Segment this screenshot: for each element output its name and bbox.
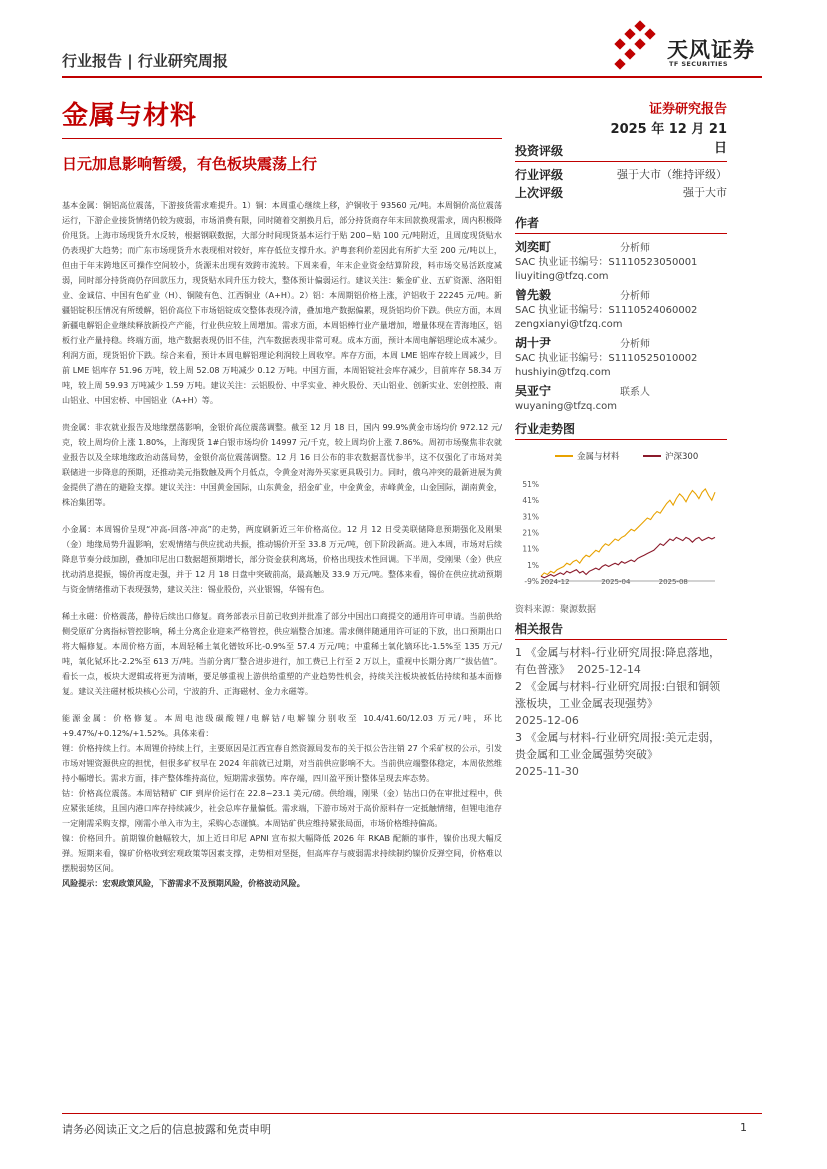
prev-rating-label: 上次评级: [515, 186, 564, 200]
report-date: 2025 年 12 月 21 日: [610, 122, 727, 156]
page-number: 1: [740, 1121, 747, 1134]
header-divider: [62, 76, 762, 78]
x-tick-label: 2025-08: [658, 578, 688, 586]
logo-text-en: TF SECURITIES: [669, 60, 728, 68]
related-report-item[interactable]: 1 《金属与材料-行业研究周报:降息落地，有色普涨》 2025-12-14: [515, 646, 721, 676]
y-tick-label: 11%: [522, 544, 539, 554]
authors-section: [515, 214, 727, 418]
footer-disclaimer: 请务必阅读正文之后的信息披露和免责申明: [62, 1123, 271, 1136]
industry-rating-value: 强于大市（维持评级）: [617, 168, 727, 181]
title-divider: [62, 138, 502, 139]
related-report-item[interactable]: 2 《金属与材料-行业研究周报:白银和铜领涨板块，工业金属表现强势》 2025-12-06: [515, 680, 721, 727]
paragraph-lithium: 锂：价格持续上行。本周锂价持续上行，主要原因是江西宜春自然资源局发布的关于拟公告注销 27 个采矿权的公示，引发市场对锂资源供应的担忧，但很多矿权早在 2024 年前就已过期，对当前供应影响不大。当前供应端整体稳定，本周依然维持小幅增长。需求方面，排产整体维持高位，短期需求强势。库存端，四川盈平预计整体呈现去库态势。: [62, 743, 502, 783]
related-heading: 相关报告: [515, 620, 727, 640]
footer-divider: [62, 1113, 762, 1114]
y-tick-label: 1%: [527, 560, 539, 570]
y-tick-label: 51%: [522, 480, 539, 490]
author-email[interactable]: zengxianyi@tfzq.com: [515, 319, 623, 330]
legend-label-metals: 金属与材料: [577, 452, 620, 462]
industry-rating-label: 行业评级: [515, 168, 564, 182]
sector-title: 金属与材料: [62, 101, 198, 131]
report-category: 行业报告 | 行业研究周报: [62, 52, 228, 70]
author-item: 曾先毅 分析师 SAC 执业证书编号：S1110524060002 zengxianyi@tfzq.com: [515, 288, 727, 332]
tf-logo-icon: [612, 20, 666, 74]
paragraph-energy-metals: 能源金属：价格修复。本周电池级碳酸锂/电解钴/电解镍分别收至 10.4/41.60/12.03 万元/吨，环比+9.47%/+0.12%/+1.52%。具体来看：: [62, 713, 502, 738]
paragraph-precious-metals: 贵金属：非农就业报告及地缘摆荡影响，金银价高位震荡调整。截至 12 月 18 日，国内 99.9%黄金市场均价 972.12 元/克，较上周均价上涨 1.80%，上海现货 1#白银市场均价 14997 元/千克，较上周均价上涨 7.86%。周初市场聚焦非农就业报告以及全球地缘政治动荡局势，金银价高位震荡调整。12 月 16 日公布的非农数据喜忧参半，这不仅强化了市场对美联储进一步降息的预期，还推动美元指数触及两个月低点，令黄金对海外买家更具吸引力。同时，俄乌冲突的最新进展为黄金提供了潜在的避险支撑。建议关注：中国黄金国际，山东黄金，招金矿业，中金黄金，赤峰黄金，山金国际，湖南黄金，株冶集团等。: [62, 422, 502, 507]
report-subtitle: 日元加息影响暂缓，有色板块震荡上行: [62, 155, 318, 173]
related-section: [515, 620, 727, 780]
y-tick-label: 21%: [522, 528, 539, 538]
legend-label-csi300: 沪深300: [665, 452, 699, 462]
rating-section: [515, 142, 727, 202]
trend-chart: [515, 446, 727, 596]
author-email[interactable]: hushiyin@tfzq.com: [515, 367, 611, 378]
chart-source: 资料来源：聚源数据: [515, 605, 597, 615]
x-tick-label: 2025-04: [601, 578, 631, 586]
y-tick-label: -9%: [524, 577, 539, 586]
paragraph-base-metals: 基本金属：铜铝高位震荡，下游接货需求难提升。1）铜：本周重心继续上移，沪铜收于 93560 元/吨。本周铜价高位震荡运行，下游企业接货情绪仍较为疲弱，市场消费有限，同时随着交割换月后，部分持货商存年末回款换现需求，周内积极降价甩货。上海市场现货升水反转，根据钢联数据，大部分时间现货基本运行于贴 200~贴 100 元/吨附近，且周度现货贴水仍表现扩大趋势；而广东市场现货升水表现相对较好，库存低位支撑升水。沪粤套利价差因此有所扩大至 200 元/吨以上，但由于年末跨地区可操作空间较小，货源未出现有效跨市流转。下周来看，年末企业资金结算阶段，料市场交易活跃度减弱，同时部分持货商仍存回款压力，现货贴水同升压力较大，整体预计偏弱运行。建议关注：紫金矿业、五矿资源、洛阳钼业、金诚信、中国有色矿业（H）、铜陵有色、江西铜业（A+H）。2）铝：本周期铝价格上涨，沪铝收于 22245 元/吨。新疆铝锭积压情况有所缓解，铝价高位下市场铝锭成交整体表现冷清，叠加地产数据偏累，现货铝均价下跌。供应方面，本周新疆电解铝企业继续释放新投产产能，行业供应较上周增加。需求方面，本周铝棒行业产量增加，增量体现在青海地区，铝板行业产量持稳。终端方面，地产数据表现仍旧不佳，汽车数据表现非常可观。成本方面，预计本周电解铝理论成本减少。利润方面，现货铝价下跌。综合来看，预计本周电解铝理论利润较上周收窄。库存方面，本周 LME 铝库存较上周减少，目前 LME 铝库存 51.96 万吨，较上周 52.08 万吨减少 0.12 万吨。中国方面，本周铝锭社会库存减少，目前库存 58.34 万吨，较上周 59.93 万吨减少 1.59 万吨。建议关注：云铝股份、中孚实业、神火股份、天山铝业、创新实业、宏创控股、南山铝业、中国宏桥、中国铝业（A+H）等。: [62, 200, 502, 405]
series-line-0: [541, 489, 715, 576]
report-type: 证券研究报告: [648, 102, 727, 117]
x-tick-label: 2024-12: [540, 578, 570, 586]
rating-heading: 投资评级: [515, 142, 727, 162]
authors-heading: 作者: [515, 214, 727, 234]
y-tick-label: 41%: [522, 496, 539, 506]
trend-heading: 行业走势图: [515, 420, 727, 440]
paragraph-nickel: 镍：价格回升。前期镍价触幅较大，加上近日印尼 APNI 宣布拟大幅降低 2026 年 RKAB 配额的事件，镍价出现大幅反弹。短期来看，镍矿价格收到宏观政策等因素支撑，走势相对坚挺，但高库存与疲弱需求持续制约镍价反弹空间，价格难以摆脱弱势区间。: [62, 833, 502, 873]
report-body: [62, 198, 502, 891]
trend-section: [515, 420, 727, 615]
author-email[interactable]: liuyiting@tfzq.com: [515, 271, 609, 282]
y-tick-label: 31%: [522, 512, 539, 522]
prev-rating-value: 强于大市: [683, 186, 727, 199]
series-line-1: [541, 537, 715, 577]
author-item: 刘奕町 分析师 SAC 执业证书编号：S1110523050001 liuyiting@tfzq.com: [515, 240, 727, 284]
author-item: 胡十尹 分析师 SAC 执业证书编号：S1110525010002 hushiyin@tfzq.com: [515, 336, 727, 380]
paragraph-rare-earth: 稀土永磁：价格震荡，静待后续出口修复。商务部表示目前已收到并批准了部分中国出口商提交的通用许可申请。当前供给侧受原矿分离指标管控影响，稀土分离企业迎来严格管控，供应端整合加速。需求侧伴随通用许可证的下放，出口预期出口将大幅修复。本周价格方面，本周轻稀土氧化镨钕环比-0.9%至 57.4 万元/吨；中重稀土氧化镝环比-1.5%至 135 万元/吨，氧化铽环比-2.2%至 613 万/吨。当前分离厂整合进步进行，加工费已上行至 2 万以上，重视中长期分离厂“拔估值”。看长一点，板块大逻辑或将更为清晰，要足够重视上游供给重塑的产业趋势性机会，持续关注板块被低估持续和基本面修复。建议关注磁材板块核心公司，宁波韵升、正海磁材、金力永磁等。: [62, 611, 502, 696]
related-report-item[interactable]: 3 《金属与材料-行业研究周报:美元走弱，贵金属和工业金属强势突破》 2025-11-30: [515, 731, 721, 778]
author-item: 吴亚宁 联系人 wuyaning@tfzq.com: [515, 384, 727, 414]
paragraph-minor-metals: 小金属：本周锡价呈现“冲高-回落-冲高”的走势，两度刷新近三年价格高位。12 月 12 日受美联储降息预期强化及刚果（金）地缘局势升温影响，宏观情绪与供应扰动共振，推动锡价开至 33.8 万元/吨，创下阶段新高。进入本周，市场对后续降息节奏分歧加剧，叠加印尼出口数据超预期增长，部分资金获利离场，价格出现技术性回调。下半周，受刚果（金）供应扰动消息提振，锡价再度走强，并于 12 月 18 日盘中突破前高，最高触及 33.9 万元/吨。整体来看，锡价在供应扰动预期与资金情绪推动下表现强势，建议关注：锡业股份，兴业银锡，华锡有色。: [62, 524, 502, 594]
risk-warning: 风险提示：宏观政策风险，下游需求不及预期风险，价格波动风险。: [62, 878, 305, 888]
author-email[interactable]: wuyaning@tfzq.com: [515, 401, 617, 412]
logo-text: 天风证券: [667, 38, 755, 62]
paragraph-cobalt: 钴：价格高位震荡。本周钴精矿 CIF 到岸价运行在 22.8~23.1 美元/磅。供给端，刚果（金）钴出口仍在审批过程中，供应紧张延续，且国内港口库存持续减少，社会总库存量偏低。需求端，下游市场对于高价原料存一定抵触情绪，但锂电池存一定刚需采购支撑，刚需小单入市为主，采购心态谨慎。本周钴矿供应维持紧张局面，市场价格维持偏高。: [62, 788, 502, 828]
